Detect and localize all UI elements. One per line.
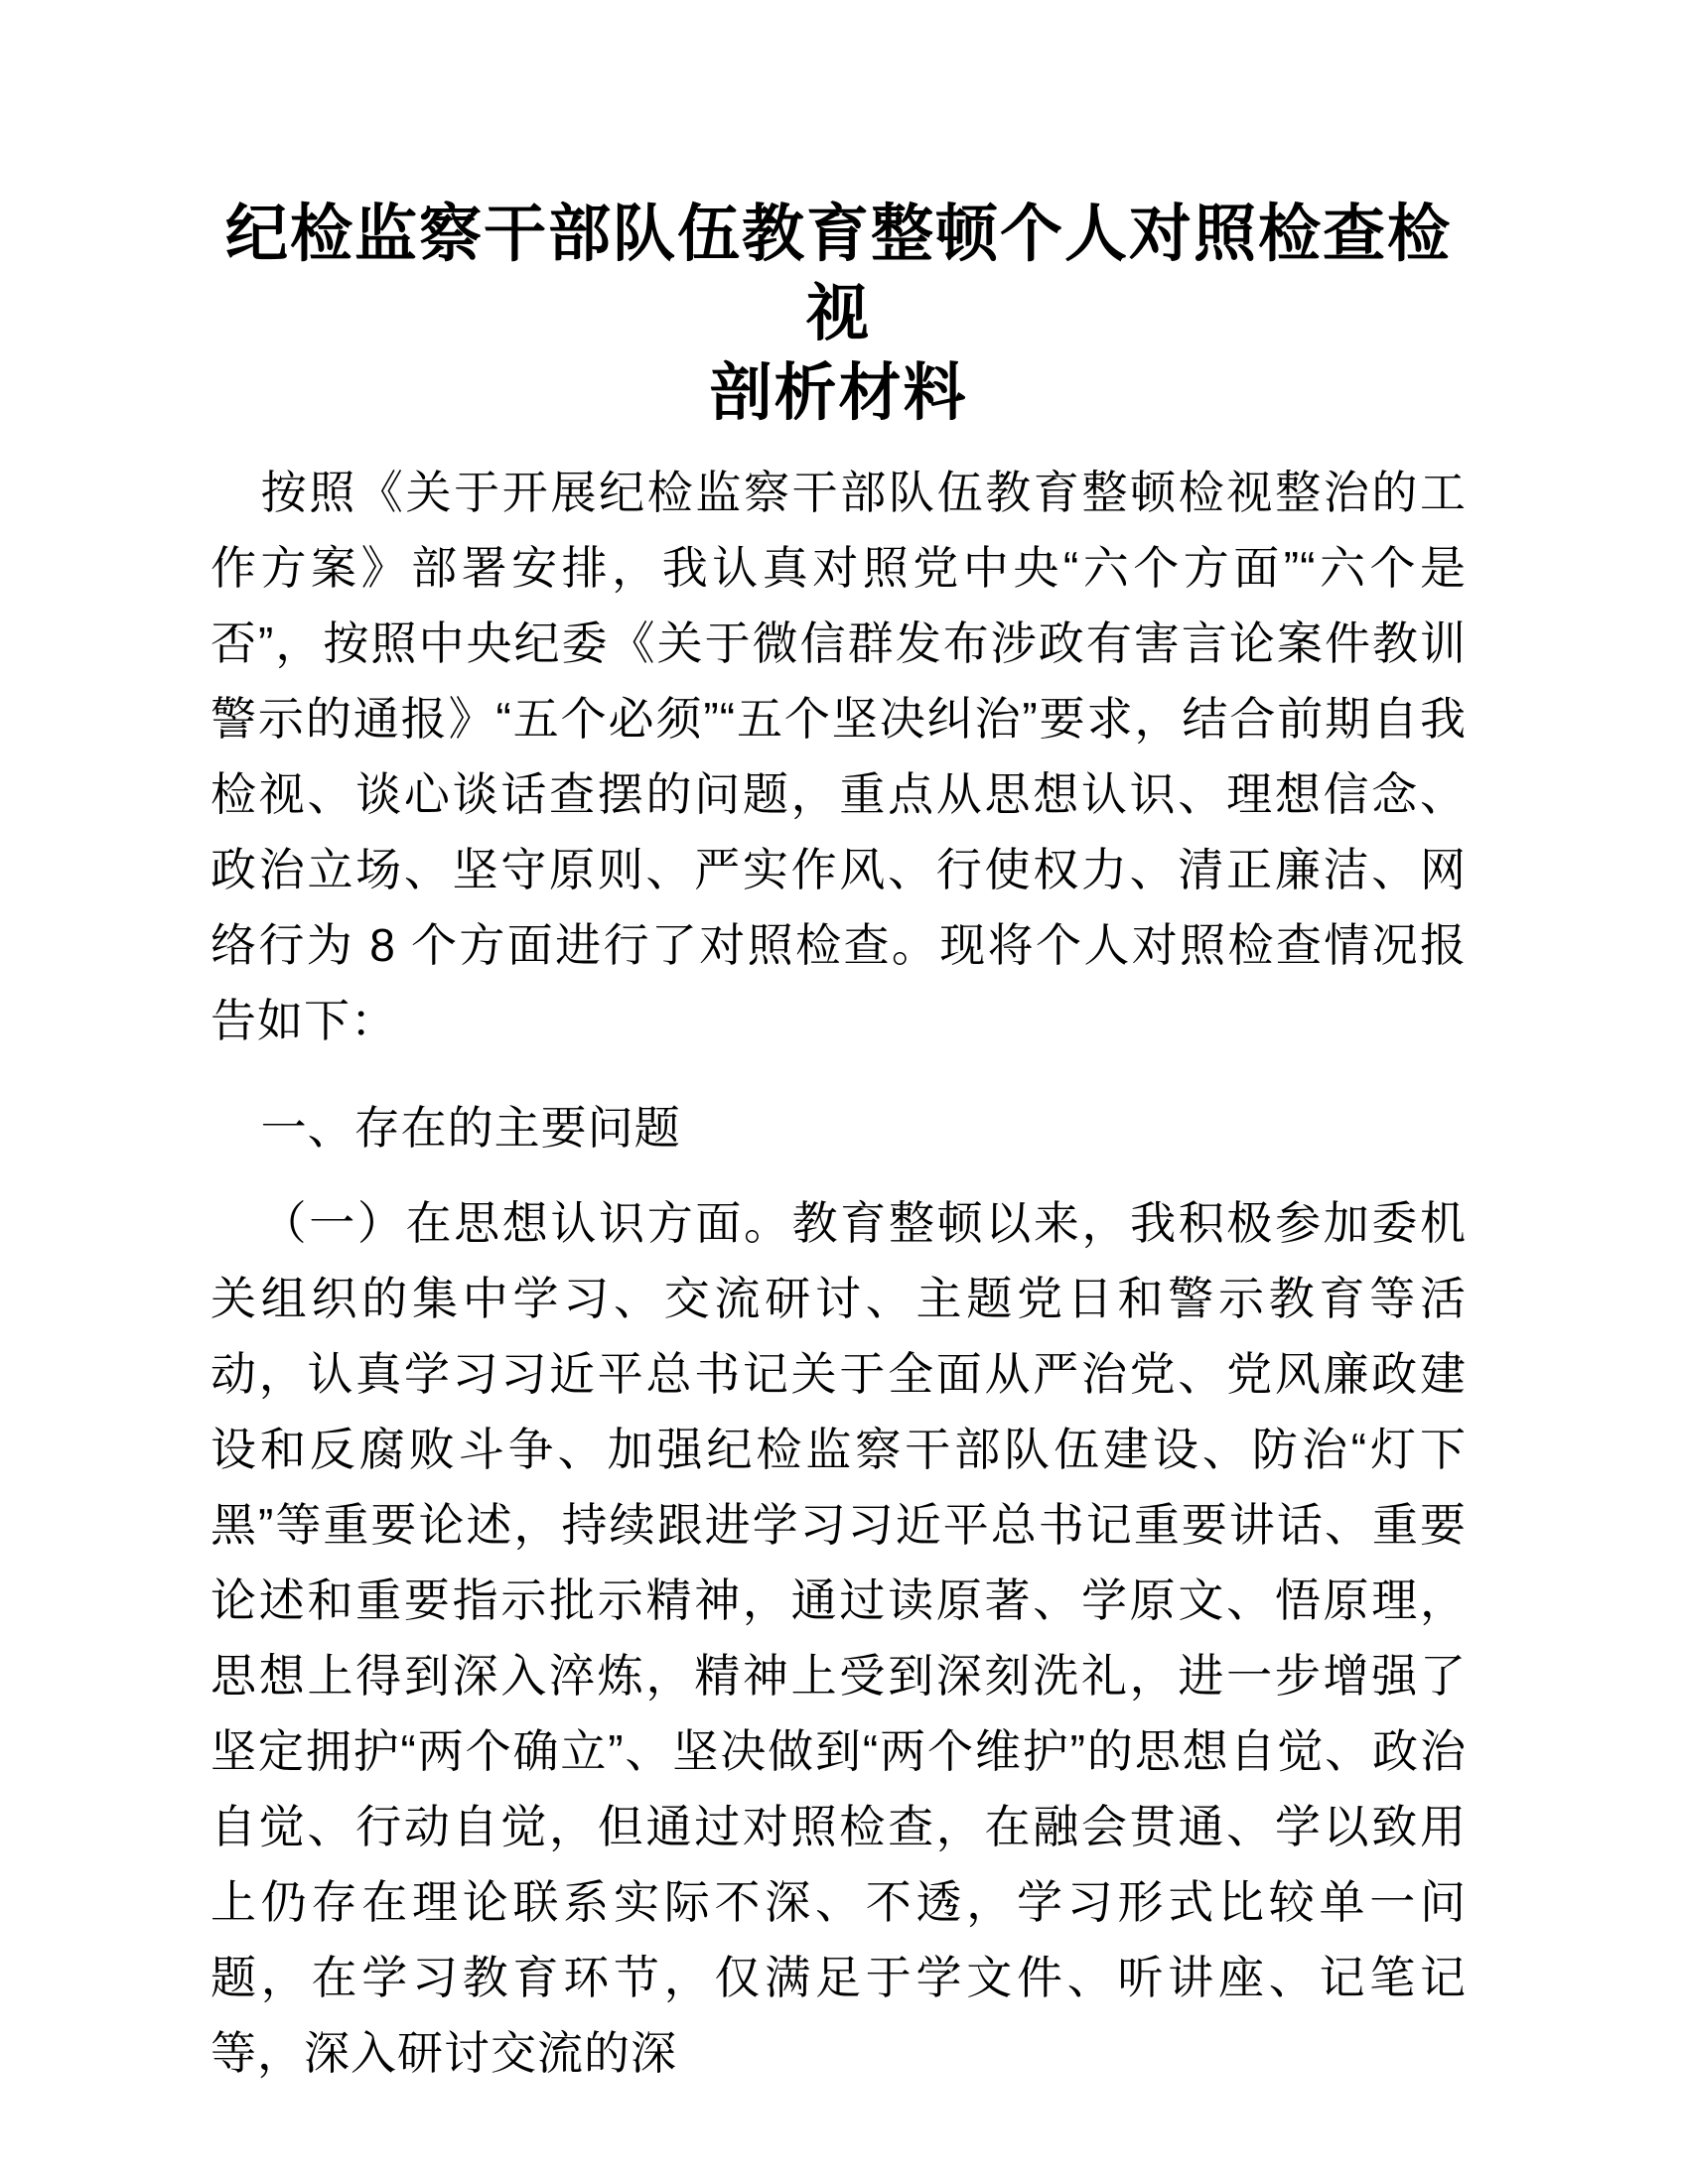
section-1-heading: 一、存在的主要问题 [260, 1102, 681, 1154]
intro-paragraph: 按照《关于开展纪检监察干部队伍教育整顿检视整治的工作方案》部署安排，我认真对照党中央“六个方面”“六个是否”，按照中央纪委《关于微信群发布涉政有害言论案件教训警示的通报》“五个必须”“五个坚决纠治”要求，结合前期自我检视、谈心谈话查摆的问题，重点从思想认识、理想信念、政治立场、坚守原则、严实作风、行使权力、清正廉洁、网络行为 8 个方面进行了对照检查。现将个人对照检查情况报告如下： [211, 467, 1467, 1046]
section-1-paragraph: （一）在思想认识方面。教育整顿以来，我积极参加委机关组织的集中学习、交流研讨、主题党日和警示教育等活动，认真学习习近平总书记关于全面从严治党、党风廉政建设和反腐败斗争、加强纪检监察干部队伍建设、防治“灯下黑”等重要论述，持续跟进学习习近平总书记重要讲话、重要论述和重要指示批示精神，通过读原著、学原文、悟原理，思想上得到深入淬炼，精神上受到深刻洗礼，进一步增强了坚定拥护“两个确立”、坚决做到“两个维护”的思想自觉、政治自觉、行动自觉，但通过对照检查，在融会贯通、学以致用上仍存在理论联系实际不深、不透，学习形式比较单一问题，在学习教育环节，仅满足于学文件、听讲座、记笔记等，深入研讨交流的深 [211, 1197, 1467, 2079]
document-title-line-1: 纪检监察干部队伍教育整顿个人对照检查检视 [225, 200, 1452, 348]
document-title-line-2: 剖析材料 [709, 358, 968, 428]
document-title [211, 195, 1467, 433]
